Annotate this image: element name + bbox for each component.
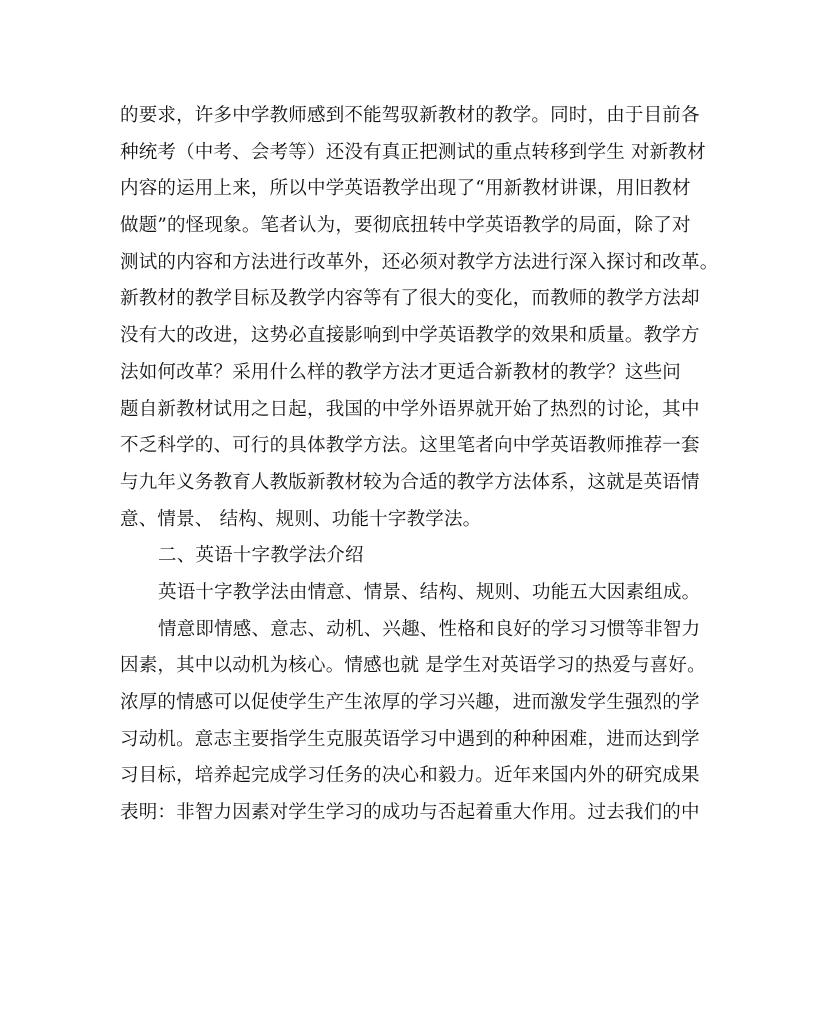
text-line: 因素，其中以动机为核心。情感也就 是学生对英语学习的热爱与喜好。 [120,655,706,677]
text-line: 新教材的教学目标及教学内容等有了很大的变化，而教师的教学方法却 [120,288,700,310]
text-line: 习动机。意志主要指学生克服英语学习中遇到的种种困难，进而达到学 [120,728,700,750]
text-line: 意、情景、 结构、规则、功能十字教学法。 [120,508,482,530]
text-line: 内容的运用上来，所以中学英语教学出现了“用新教材讲课，用旧教材 [120,178,691,200]
text-line: 浓厚的情感可以促使学生产生浓厚的学习兴趣，进而激发学生强烈的学 [120,692,700,713]
paragraph-start: 情意即情感、意志、动机、兴趣、性格和良好的学习习惯等非智力 [158,618,701,640]
section-heading: 二、英语十字教学法介绍 [158,545,364,567]
text-line: 习目标，培养起完成学习任务的决心和毅力。近年来国内外的研究成果 [120,765,700,787]
text-line: 不乏科学的、可行的具体教学方法。这里笔者向中学英语教师推荐一套 [120,435,700,457]
text-line: 种统考（中考、会考等）还没有真正把测试的重点转移到学生 对新教材 [120,141,706,163]
text-line: 做题”的怪现象。笔者认为，要彻底扭转中学英语教学的局面，除了对 [120,215,691,237]
text-line: 表明：非智力因素对学生学习的成功与否起着重大作用。过去我们的中 [120,802,700,824]
text-line: 法如何改革？采用什么样的教学方法才更适合新教材的教学？这些问 [120,361,682,383]
paragraph-start: 英语十字教学法由情意、情景、结构、规则、功能五大因素组成。 [158,581,701,603]
text-line: 测试的内容和方法进行改革外，还必须对教学方法进行深入探讨和改革。 [120,251,719,273]
body-text [120,98,720,832]
text-line: 题自新教材试用之日起，我国的中学外语界就开始了热烈的讨论，其中 [120,398,700,420]
text-line: 的要求，许多中学教师感到不能驾驭新教材的教学。同时，由于目前各 [120,105,700,126]
text-line: 没有大的改进，这势必直接影响到中学英语教学的效果和质量。教学方 [120,325,700,347]
text-line: 与九年义务教育人教版新教材较为合适的教学方法体系，这就是英语情 [120,471,700,493]
